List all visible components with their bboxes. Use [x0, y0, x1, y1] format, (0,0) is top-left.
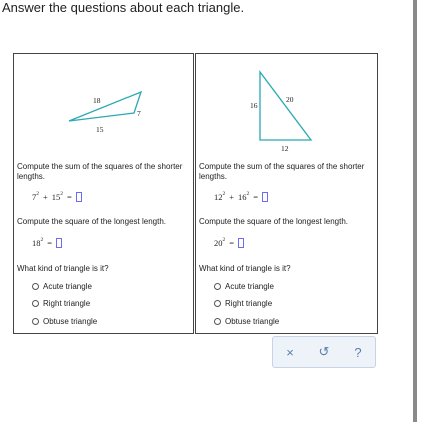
answer-input[interactable] [76, 192, 82, 202]
radio-button[interactable] [32, 283, 39, 290]
help-button[interactable]: ? [354, 344, 362, 360]
radio-button[interactable] [214, 318, 221, 325]
sum-squares-expression: $12^2$ + $16^2$ = [214, 191, 268, 202]
option-right[interactable]: Right triangle [214, 299, 272, 308]
option-obtuse[interactable]: Obtuse triangle [214, 317, 279, 326]
radio-button[interactable] [214, 283, 221, 290]
answer-input[interactable] [262, 192, 268, 202]
question-sum-squares: Compute the sum of the squares of the shorter lengths. [199, 162, 365, 181]
clear-button[interactable]: × [286, 344, 294, 360]
longest-square-expression: $18^2$ = [32, 237, 62, 248]
side-label-18: 18 [93, 96, 101, 105]
radio-button[interactable] [32, 300, 39, 307]
triangle-shape [69, 92, 141, 121]
triangle-diagram-left [14, 54, 195, 154]
question-longest-square: Compute the square of the longest length. [199, 217, 348, 226]
answer-input[interactable] [238, 238, 244, 248]
side-label-12: 12 [281, 144, 289, 153]
radio-button[interactable] [32, 318, 39, 325]
side-label-20: 20 [286, 95, 294, 104]
triangle-shape [260, 72, 311, 140]
question-longest-square: Compute the square of the longest length. [17, 217, 166, 226]
scrollbar[interactable] [413, 0, 417, 422]
question-triangle-type: What kind of triangle is it? [17, 264, 109, 273]
sum-squares-expression: $7^2$ + $15^2$ = [32, 191, 82, 202]
option-acute[interactable]: Acute triangle [32, 282, 92, 291]
side-label-16: 16 [250, 101, 258, 110]
longest-square-expression: $20^2$ = [214, 237, 244, 248]
undo-button[interactable]: ↺ [318, 344, 330, 359]
triangle-diagram-right [196, 54, 379, 154]
answer-toolbar [272, 336, 376, 368]
triangle-panel-right [195, 53, 378, 334]
answer-input[interactable] [56, 238, 62, 248]
option-obtuse[interactable]: Obtuse triangle [32, 317, 97, 326]
side-label-7: 7 [137, 109, 141, 118]
instructions: Answer the questions about each triangle. [2, 0, 245, 15]
option-right[interactable]: Right triangle [32, 299, 90, 308]
side-label-15: 15 [96, 125, 104, 134]
triangle-panel-left [13, 53, 194, 334]
option-acute[interactable]: Acute triangle [214, 282, 274, 291]
radio-button[interactable] [214, 300, 221, 307]
question-triangle-type: What kind of triangle is it? [199, 264, 291, 273]
question-sum-squares: Compute the sum of the squares of the shorter lengths. [17, 162, 183, 181]
